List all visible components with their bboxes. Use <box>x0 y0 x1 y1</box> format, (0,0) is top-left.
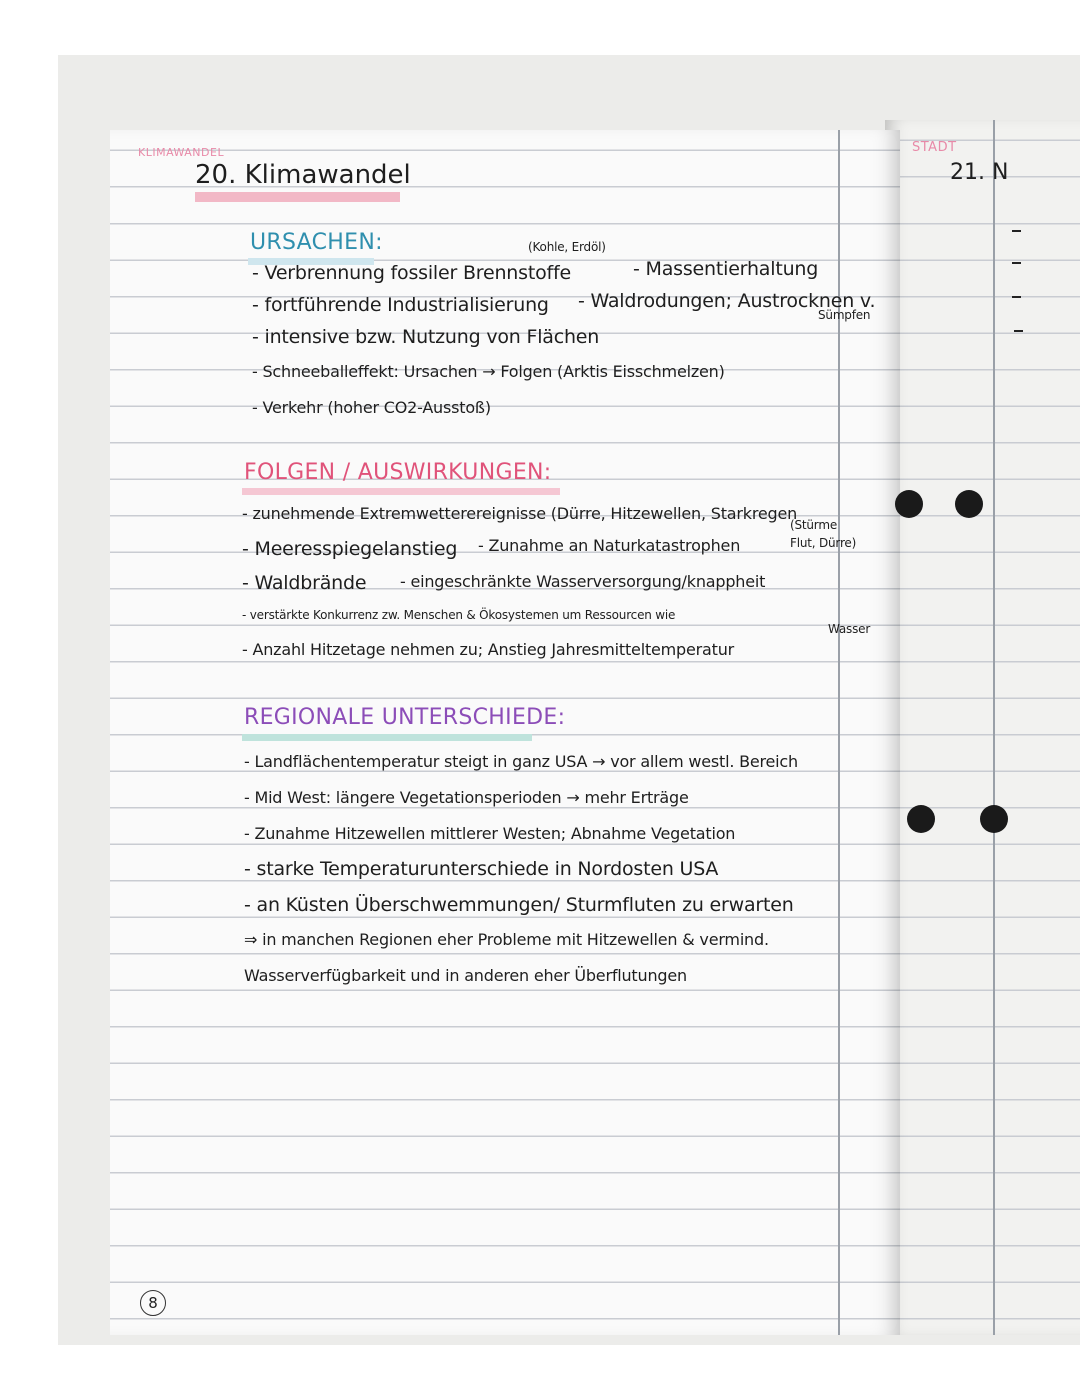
folgen-note-stuerme: (Stürme <box>790 518 838 532</box>
photo-background <box>0 0 1080 55</box>
folgen-line: - Waldbrände <box>242 572 367 594</box>
right-page <box>885 120 1080 1335</box>
page-number: 8 <box>140 1290 166 1316</box>
regional-heading: REGIONALE UNTERSCHIEDE: <box>244 705 566 730</box>
regional-line: - an Küsten Überschwemmungen/ Sturmfluten zu erwarten <box>244 894 794 916</box>
ursachen-heading: URSACHEN: <box>250 230 383 255</box>
title-text: Klimawandel <box>244 160 411 190</box>
folgen-line: - Meeresspiegelanstieg <box>242 538 458 560</box>
ursachen-note-kohle: (Kohle, Erdöl) <box>528 240 606 254</box>
right-title-number: 21. <box>950 160 985 185</box>
title-number: 20. <box>195 160 237 190</box>
ursachen-line: - intensive bzw. Nutzung von Flächen <box>252 326 600 348</box>
ursachen-note-suempfen: Sümpfen <box>818 308 871 322</box>
regional-line: Wasserverfügbarkeit und in anderen eher Überflutungen <box>244 966 687 985</box>
regional-line: ⇒ in manchen Regionen eher Probleme mit Hitzewellen & vermind. <box>244 930 769 949</box>
ursachen-line: - Verbrennung fossiler Brennstoffe <box>252 262 571 284</box>
punch-hole <box>980 805 1008 833</box>
right-page-title <box>950 160 1008 185</box>
folgen-side-line: - Zunahme an Naturkatastrophen <box>478 536 741 555</box>
folgen-line: - verstärkte Konkurrenz zw. Menschen & Ökosystemen um Ressourcen wie <box>242 608 676 622</box>
folgen-note-flut: Flut, Dürre) <box>790 536 857 550</box>
regional-line: - starke Temperaturunterschiede in Nordosten USA <box>244 858 719 880</box>
punch-hole <box>895 490 923 518</box>
ursachen-side-line: - Waldrodungen; Austrocknen v. <box>578 290 876 312</box>
right-page-dash <box>1012 262 1021 264</box>
right-page-margin-line <box>993 120 995 1335</box>
folgen-line: - zunehmende Extremwetterereignisse (Dürre, Hitzewellen, Starkregen <box>242 504 798 523</box>
right-page-dash <box>1012 296 1021 298</box>
folgen-line: - Anzahl Hitzetage nehmen zu; Anstieg Jahresmitteltemperatur <box>242 640 735 659</box>
right-page-dash <box>1014 330 1023 332</box>
regional-line: - Landflächentemperatur steigt in ganz USA → vor allem westl. Bereich <box>244 752 798 771</box>
folgen-note-wasser: Wasser <box>828 622 871 636</box>
folgen-highlight <box>242 488 560 495</box>
regional-line: - Mid West: längere Vegetationsperioden → mehr Erträge <box>244 788 689 807</box>
ursachen-side-line: - Massentierhaltung <box>633 258 819 280</box>
regional-line: - Zunahme Hitzewellen mittlerer Westen; Abnahme Vegetation <box>244 824 736 843</box>
ursachen-line: - fortführende Industrialisierung <box>252 294 549 316</box>
title-highlight <box>195 192 400 202</box>
ursachen-line: - Schneeballeffekt: Ursachen → Folgen (Arktis Eisschmelzen) <box>252 362 725 381</box>
punch-hole <box>907 805 935 833</box>
folgen-heading: FOLGEN / AUSWIRKUNGEN: <box>244 460 552 485</box>
topic-tag: KLIMAWANDEL <box>138 146 225 159</box>
regional-highlight <box>242 734 532 741</box>
folgen-side-line: - eingeschränkte Wasserversorgung/knappheit <box>400 572 766 591</box>
punch-hole <box>955 490 983 518</box>
right-page-dash <box>1012 230 1021 232</box>
right-topic-tag: STADT <box>912 140 957 155</box>
page-title <box>195 160 411 190</box>
ursachen-line: - Verkehr (hoher CO2-Ausstoß) <box>252 398 491 417</box>
right-title-fragment: N <box>992 160 1009 185</box>
